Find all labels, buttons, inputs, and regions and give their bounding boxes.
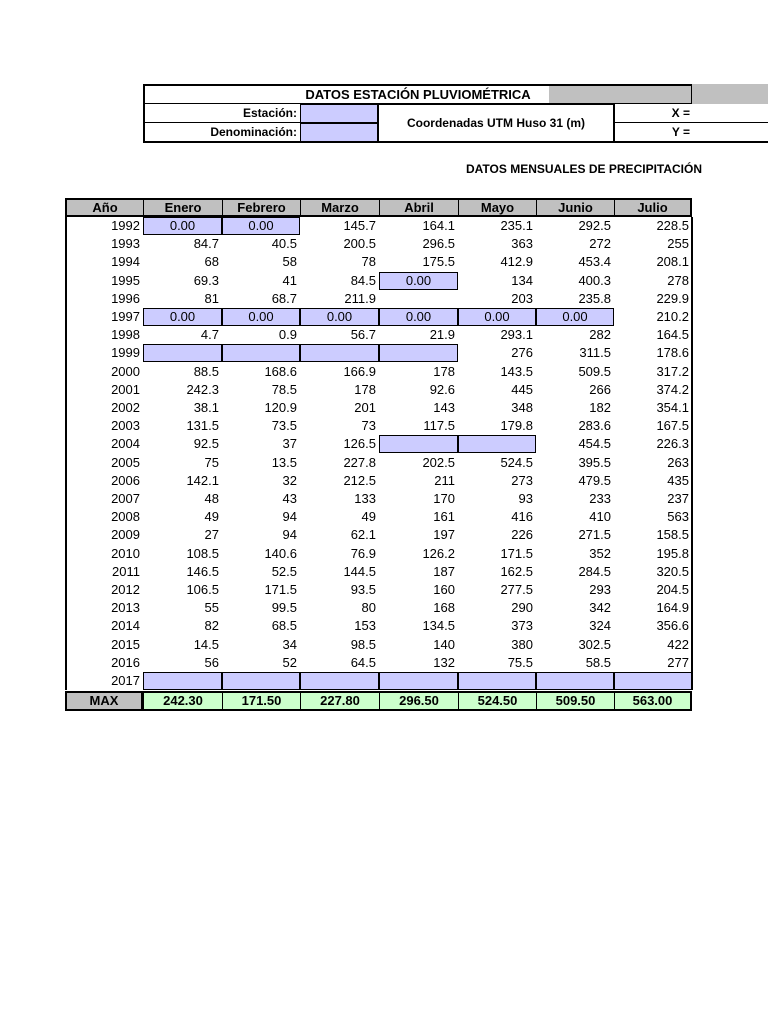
value-cell[interactable]: 160	[433, 582, 455, 597]
column-header-enero: Enero	[143, 198, 222, 217]
value-cell[interactable]: 146.5	[186, 563, 219, 579]
missing-value-cell[interactable]	[222, 344, 300, 362]
value-cell[interactable]: 524.5	[500, 454, 533, 470]
year-cell: 2017	[111, 673, 140, 688]
value-cell[interactable]: 78.5	[271, 381, 297, 397]
utm-x-value[interactable]	[692, 104, 768, 123]
value-cell[interactable]: 120.9	[264, 400, 297, 415]
max-value-cell: 227.80	[300, 691, 379, 711]
value-cell[interactable]: 64.5	[350, 654, 376, 670]
value-cell[interactable]: 380	[511, 636, 533, 652]
value-cell[interactable]: 284.5	[578, 563, 611, 579]
year-cell: 1998	[111, 327, 140, 343]
value-cell[interactable]: 164.5	[656, 327, 689, 343]
value-cell[interactable]: 453.4	[578, 254, 611, 270]
table-border	[65, 217, 67, 690]
utm-x-label: X =	[614, 104, 692, 123]
value-cell[interactable]: 210.2	[656, 309, 689, 324]
value-cell[interactable]: 81	[204, 290, 219, 306]
value-cell[interactable]: 48	[204, 491, 219, 506]
value-cell[interactable]: 317.2	[656, 363, 689, 379]
value-cell[interactable]: 348	[511, 400, 533, 415]
value-cell[interactable]: 278	[667, 272, 689, 288]
value-cell[interactable]: 204.5	[656, 582, 689, 597]
value-cell[interactable]: 283.6	[578, 418, 611, 434]
year-cell: 2007	[111, 491, 140, 506]
value-cell[interactable]: 92.6	[429, 381, 455, 397]
missing-value-cell[interactable]	[300, 344, 379, 362]
max-value-cell: 171.50	[222, 691, 300, 711]
value-cell[interactable]: 108.5	[186, 545, 219, 561]
value-cell[interactable]: 263	[667, 454, 689, 470]
value-cell[interactable]: 49	[204, 509, 219, 525]
year-cell: 1994	[111, 254, 140, 270]
value-cell[interactable]: 454.5	[578, 436, 611, 452]
column-header-abril: Abril	[379, 198, 458, 217]
value-cell[interactable]: 41	[282, 272, 297, 288]
value-cell[interactable]: 255	[667, 236, 689, 252]
missing-value-cell[interactable]: 0.00	[300, 308, 379, 326]
missing-value-cell[interactable]	[222, 672, 300, 690]
value-cell[interactable]: 132	[433, 654, 455, 670]
value-cell[interactable]: 373	[511, 618, 533, 634]
value-cell[interactable]: 52	[282, 654, 297, 670]
year-cell: 2002	[111, 400, 140, 415]
year-cell: 2015	[111, 636, 140, 652]
utm-coordinates-label: Coordenadas UTM Huso 31 (m)	[378, 104, 614, 142]
value-cell[interactable]: 395.5	[578, 454, 611, 470]
value-cell[interactable]: 68	[204, 254, 219, 270]
value-cell[interactable]: 509.5	[578, 363, 611, 379]
value-cell[interactable]: 88.5	[193, 363, 219, 379]
value-cell[interactable]: 197	[433, 527, 455, 543]
utm-y-label: Y =	[614, 123, 692, 142]
missing-value-cell[interactable]	[536, 672, 614, 690]
value-cell[interactable]: 229.9	[656, 290, 689, 306]
value-cell[interactable]: 69.3	[193, 272, 219, 288]
value-cell[interactable]: 98.5	[350, 636, 376, 652]
max-value-cell: 242.30	[143, 691, 222, 711]
value-cell[interactable]: 227.8	[343, 454, 376, 470]
missing-value-cell[interactable]	[614, 672, 692, 690]
value-cell[interactable]: 195.8	[656, 545, 689, 561]
max-value-cell: 509.50	[536, 691, 614, 711]
value-cell[interactable]: 0.9	[278, 327, 297, 343]
value-cell[interactable]: 242.3	[186, 381, 219, 397]
missing-value-cell[interactable]: 0.00	[143, 308, 222, 326]
header-bottom-border	[143, 141, 768, 143]
value-cell[interactable]: 168.6	[264, 363, 297, 379]
value-cell[interactable]: 38.1	[193, 400, 219, 415]
missing-value-cell[interactable]	[379, 435, 458, 453]
value-cell[interactable]: 342	[589, 600, 611, 616]
value-cell[interactable]: 292.5	[578, 218, 611, 233]
value-cell[interactable]: 32	[282, 472, 297, 488]
value-cell[interactable]: 117.5	[423, 418, 455, 434]
missing-value-cell[interactable]	[300, 672, 379, 690]
value-cell[interactable]: 416	[511, 509, 533, 525]
missing-value-cell[interactable]	[458, 672, 536, 690]
value-cell[interactable]: 75.5	[507, 654, 533, 670]
missing-value-cell[interactable]: 0.00	[222, 217, 300, 235]
value-cell[interactable]: 212.5	[343, 472, 376, 488]
value-cell[interactable]: 211.9	[344, 290, 376, 306]
year-cell: 2006	[111, 472, 140, 488]
value-cell[interactable]: 354.1	[656, 400, 689, 415]
value-cell[interactable]: 178	[433, 363, 455, 379]
station-label: Estación:	[143, 104, 300, 123]
value-cell[interactable]: 201	[354, 400, 376, 415]
value-cell[interactable]: 211	[434, 472, 455, 488]
year-cell: 2004	[111, 436, 140, 452]
year-cell: 2005	[111, 454, 140, 470]
value-cell[interactable]: 84.7	[193, 236, 219, 252]
value-cell[interactable]: 140.6	[264, 545, 297, 561]
value-cell[interactable]: 68.5	[271, 618, 297, 634]
value-cell[interactable]: 34	[282, 636, 297, 652]
value-cell[interactable]: 153	[354, 618, 376, 634]
station-input[interactable]	[300, 104, 378, 123]
value-cell[interactable]: 68.7	[271, 290, 297, 306]
station-header	[143, 84, 768, 143]
table-border	[691, 217, 693, 690]
denomination-input[interactable]	[300, 123, 378, 142]
value-cell[interactable]: 226	[511, 527, 533, 543]
value-cell[interactable]: 161	[433, 509, 455, 525]
value-cell[interactable]: 293.1	[500, 327, 533, 343]
value-cell[interactable]: 320.5	[656, 563, 689, 579]
value-cell[interactable]: 290	[511, 600, 533, 616]
value-cell[interactable]: 363	[511, 236, 533, 252]
column-header-mayo: Mayo	[458, 198, 536, 217]
value-cell[interactable]: 228.5	[656, 218, 689, 233]
value-cell[interactable]: 187	[433, 563, 455, 579]
value-cell[interactable]: 208.1	[656, 254, 689, 270]
value-cell[interactable]: 126.5	[343, 436, 376, 452]
max-row-label: MAX	[65, 691, 143, 711]
value-cell[interactable]: 52.5	[271, 563, 297, 579]
value-cell[interactable]: 84.5	[350, 272, 376, 288]
value-cell[interactable]: 203	[511, 290, 533, 306]
year-cell: 2010	[111, 545, 140, 561]
value-cell[interactable]: 235.1	[500, 218, 533, 233]
value-cell[interactable]: 144.5	[343, 563, 376, 579]
missing-value-cell[interactable]	[143, 344, 222, 362]
value-cell[interactable]: 92.5	[193, 436, 219, 452]
year-cell: 2001	[111, 381, 140, 397]
value-cell[interactable]: 277	[667, 654, 689, 670]
value-cell[interactable]: 445	[511, 381, 533, 397]
max-value-cell: 524.50	[458, 691, 536, 711]
missing-value-cell[interactable]: 0.00	[379, 308, 458, 326]
value-cell[interactable]: 374.2	[656, 381, 689, 397]
value-cell[interactable]: 93.5	[350, 582, 376, 597]
value-cell[interactable]: 282	[589, 327, 611, 343]
value-cell[interactable]: 179.8	[500, 418, 533, 434]
value-cell[interactable]: 134.5	[422, 618, 455, 634]
missing-value-cell[interactable]	[143, 672, 222, 690]
value-cell[interactable]: 158.5	[656, 527, 689, 543]
year-cell: 2003	[111, 418, 140, 434]
value-cell[interactable]: 56.7	[350, 327, 376, 343]
denomination-label: Denominación:	[143, 123, 300, 142]
year-cell: 2008	[111, 509, 140, 525]
value-cell[interactable]: 412.9	[500, 254, 533, 270]
year-cell: 2009	[111, 527, 140, 543]
missing-value-cell[interactable]	[379, 672, 458, 690]
value-cell[interactable]: 296.5	[422, 236, 455, 252]
value-cell[interactable]: 166.9	[343, 363, 376, 379]
missing-value-cell[interactable]: 0.00	[536, 308, 614, 326]
value-cell[interactable]: 178.6	[656, 345, 689, 361]
value-cell[interactable]: 133	[354, 491, 376, 506]
value-cell[interactable]: 200.5	[343, 236, 376, 252]
value-cell[interactable]: 164.1	[422, 218, 455, 233]
value-cell[interactable]: 126.2	[422, 545, 455, 561]
value-cell[interactable]: 27	[204, 527, 219, 543]
year-cell: 1999	[111, 345, 140, 361]
value-cell[interactable]: 49	[361, 509, 376, 525]
value-cell[interactable]: 277.5	[500, 582, 533, 597]
value-cell[interactable]: 226.3	[656, 436, 689, 452]
value-cell[interactable]: 62.1	[350, 527, 376, 543]
missing-value-cell[interactable]	[379, 344, 458, 362]
missing-value-cell[interactable]: 0.00	[222, 308, 300, 326]
year-cell: 1997	[111, 309, 140, 324]
value-cell[interactable]: 73	[361, 418, 376, 434]
value-cell[interactable]: 435	[667, 472, 689, 488]
value-cell[interactable]: 143.5	[500, 363, 533, 379]
value-cell[interactable]	[379, 290, 458, 308]
year-cell: 1996	[111, 290, 140, 306]
value-cell[interactable]: 175.5	[422, 254, 455, 270]
value-cell[interactable]: 271.5	[578, 527, 611, 543]
missing-value-cell[interactable]: 0.00	[458, 308, 536, 326]
value-cell[interactable]: 164.9	[656, 600, 689, 616]
year-cell: 1992	[111, 218, 140, 233]
value-cell[interactable]: 563	[667, 509, 689, 525]
year-cell: 2011	[112, 563, 140, 579]
value-cell[interactable]: 75	[204, 454, 219, 470]
value-cell[interactable]: 202.5	[422, 454, 455, 470]
max-value-cell: 296.50	[379, 691, 458, 711]
year-cell: 1995	[111, 272, 140, 288]
value-cell[interactable]: 162.5	[500, 563, 533, 579]
value-cell[interactable]: 352	[589, 545, 611, 561]
value-cell[interactable]: 4.7	[200, 327, 219, 343]
value-cell[interactable]: 40.5	[271, 236, 297, 252]
missing-value-cell[interactable]: 0.00	[379, 272, 458, 290]
value-cell[interactable]: 80	[361, 600, 376, 616]
value-cell[interactable]: 78	[361, 254, 376, 270]
value-cell[interactable]: 37	[282, 436, 297, 452]
value-cell[interactable]: 293	[589, 582, 611, 597]
year-cell: 2012	[111, 582, 140, 597]
value-cell[interactable]: 170	[433, 491, 455, 506]
missing-value-cell[interactable]: 0.00	[143, 217, 222, 235]
table-subtitle: DATOS MENSUALES DE PRECIPITACIÓN	[465, 162, 703, 176]
value-cell[interactable]: 140	[433, 636, 455, 652]
station-title: DATOS ESTACIÓN PLUVIOMÉTRICA	[143, 84, 692, 104]
year-cell: 2016	[111, 654, 140, 670]
value-cell[interactable]: 400.3	[578, 272, 611, 288]
value-cell[interactable]: 58	[282, 254, 297, 270]
year-cell: 2013	[111, 600, 140, 616]
value-cell[interactable]: 356.6	[656, 618, 689, 634]
value-cell[interactable]: 43	[282, 491, 297, 506]
value-cell[interactable]: 93	[518, 491, 533, 506]
value-cell[interactable]: 311.5	[579, 345, 611, 361]
value-cell[interactable]: 55	[204, 600, 219, 616]
value-cell[interactable]: 302.5	[578, 636, 611, 652]
value-cell[interactable]: 142.1	[186, 472, 219, 488]
value-cell[interactable]: 143	[433, 400, 455, 415]
value-cell[interactable]: 94	[282, 527, 297, 543]
value-cell[interactable]: 82	[204, 618, 219, 634]
utm-y-value[interactable]	[692, 123, 768, 142]
value-cell[interactable]: 272	[589, 236, 611, 252]
year-cell: 1993	[111, 236, 140, 252]
value-cell[interactable]: 233	[589, 491, 611, 506]
value-cell[interactable]: 94	[282, 509, 297, 525]
value-cell[interactable]: 167.5	[656, 418, 689, 434]
value-cell[interactable]: 182	[589, 400, 611, 415]
value-cell[interactable]: 422	[667, 636, 689, 652]
max-value-cell: 563.00	[614, 691, 692, 711]
value-cell[interactable]: 171.5	[500, 545, 533, 561]
column-header-julio: Julio	[614, 198, 692, 217]
value-cell[interactable]: 168	[433, 600, 455, 616]
value-cell[interactable]: 324	[589, 618, 611, 634]
value-cell[interactable]: 237	[667, 491, 689, 506]
value-cell[interactable]: 13.5	[271, 454, 297, 470]
value-cell[interactable]: 273	[511, 472, 533, 488]
value-cell[interactable]: 56	[204, 654, 219, 670]
year-cell: 2014	[111, 618, 140, 634]
column-header-junio: Junio	[536, 198, 614, 217]
value-cell[interactable]: 14.5	[193, 636, 219, 652]
value-cell[interactable]: 410	[589, 509, 611, 525]
year-cell: 2000	[111, 363, 140, 379]
value-cell[interactable]: 479.5	[578, 472, 611, 488]
value-cell[interactable]: 73.5	[271, 418, 297, 434]
column-header-marzo: Marzo	[300, 198, 379, 217]
value-cell[interactable]: 131.5	[186, 418, 219, 434]
value-cell[interactable]: 134	[511, 272, 533, 288]
value-cell[interactable]: 58.5	[585, 654, 611, 670]
missing-value-cell[interactable]	[458, 435, 536, 453]
column-header-año: Año	[65, 198, 143, 217]
column-header-febrero: Febrero	[222, 198, 300, 217]
value-cell[interactable]: 145.7	[343, 218, 376, 233]
value-cell[interactable]: 266	[589, 381, 611, 397]
value-cell[interactable]: 178	[354, 381, 376, 397]
value-cell[interactable]: 235.8	[578, 290, 611, 306]
value-cell[interactable]: 76.9	[350, 545, 376, 561]
value-cell[interactable]: 171.5	[264, 582, 297, 597]
value-cell[interactable]: 106.5	[186, 582, 219, 597]
value-cell[interactable]: 99.5	[271, 600, 297, 616]
value-cell[interactable]: 21.9	[429, 327, 455, 343]
value-cell[interactable]: 276	[511, 345, 533, 361]
